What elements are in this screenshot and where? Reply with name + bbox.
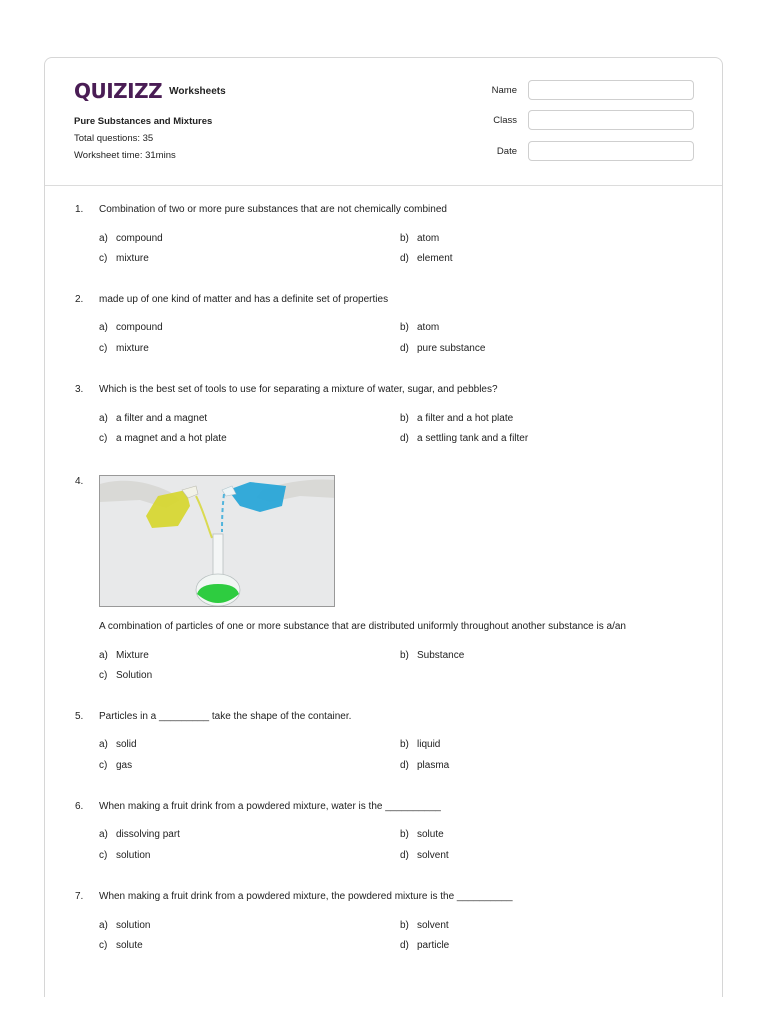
option-d[interactable] xyxy=(400,253,453,264)
option-text: compound xyxy=(116,322,163,333)
option-a[interactable] xyxy=(99,233,163,244)
option-letter: d) xyxy=(400,433,409,444)
question-number: 3. xyxy=(75,384,84,395)
question-text: When making a fruit drink from a powdered mixture, the powdered mixture is the __________ xyxy=(99,891,513,902)
question-text: Particles in a _________ take the shape of the container. xyxy=(99,711,352,722)
flasks-illustration xyxy=(100,476,335,607)
option-letter: b) xyxy=(400,920,409,931)
option-text: Mixture xyxy=(116,650,149,661)
option-d[interactable] xyxy=(400,760,449,771)
option-a[interactable] xyxy=(99,739,137,750)
question-number: 7. xyxy=(75,891,84,902)
option-c[interactable] xyxy=(99,433,227,444)
question-number: 6. xyxy=(75,801,84,812)
option-b[interactable] xyxy=(400,739,440,750)
option-text: a settling tank and a filter xyxy=(417,433,529,444)
question-text: Combination of two or more pure substances that are not chemically combined xyxy=(99,204,447,215)
option-letter: b) xyxy=(400,829,409,840)
class-label: Class xyxy=(493,115,517,126)
option-a[interactable] xyxy=(99,413,207,424)
option-text: mixture xyxy=(116,343,149,354)
question-text: A combination of particles of one or more substance that are distributed uniformly throughout another substance is a/an xyxy=(99,621,626,632)
option-a[interactable] xyxy=(99,829,180,840)
total-questions: Total questions: 35 xyxy=(74,133,154,144)
option-letter: d) xyxy=(400,940,409,951)
brand-subtitle: Worksheets xyxy=(169,85,226,97)
option-letter: b) xyxy=(400,739,409,750)
question-number: 5. xyxy=(75,711,84,722)
option-text: plasma xyxy=(417,760,450,771)
option-d[interactable] xyxy=(400,433,528,444)
option-letter: d) xyxy=(400,343,409,354)
option-c[interactable] xyxy=(99,850,150,861)
option-letter: c) xyxy=(99,343,108,354)
option-letter: d) xyxy=(400,850,409,861)
option-b[interactable] xyxy=(400,650,464,661)
worksheet-sheet xyxy=(44,57,723,997)
option-text: solvent xyxy=(417,920,449,931)
worksheet-time: Worksheet time: 31mins xyxy=(74,150,176,161)
option-letter: d) xyxy=(400,253,409,264)
option-b[interactable] xyxy=(400,920,449,931)
option-text: dissolving part xyxy=(116,829,180,840)
option-a[interactable] xyxy=(99,322,163,333)
question-text: made up of one kind of matter and has a definite set of properties xyxy=(99,294,389,305)
question-number: 2. xyxy=(75,294,84,305)
option-letter: c) xyxy=(99,850,108,861)
option-text: compound xyxy=(116,233,163,244)
option-text: solute xyxy=(417,829,444,840)
option-b[interactable] xyxy=(400,233,439,244)
date-label: Date xyxy=(496,146,517,157)
option-letter: d) xyxy=(400,760,409,771)
option-text: a filter and a magnet xyxy=(116,413,208,424)
option-letter: c) xyxy=(99,940,108,951)
option-c[interactable] xyxy=(99,670,152,681)
question-number: 1. xyxy=(75,204,84,215)
class-field[interactable] xyxy=(528,110,694,130)
option-letter: a) xyxy=(99,413,108,424)
option-text: mixture xyxy=(116,253,149,264)
option-a[interactable] xyxy=(99,920,150,931)
question-number: 4. xyxy=(75,476,84,487)
option-letter: a) xyxy=(99,739,108,750)
option-c[interactable] xyxy=(99,253,149,264)
question-text: When making a fruit drink from a powdered mixture, water is the __________ xyxy=(99,801,441,812)
option-d[interactable] xyxy=(400,940,449,951)
option-text: gas xyxy=(116,760,133,771)
option-b[interactable] xyxy=(400,413,513,424)
worksheet-title: Pure Substances and Mixtures xyxy=(74,116,213,127)
option-text: solvent xyxy=(417,850,449,861)
option-text: Solution xyxy=(116,670,153,681)
option-text: particle xyxy=(417,940,450,951)
option-text: pure substance xyxy=(417,343,486,354)
option-letter: c) xyxy=(99,760,108,771)
option-text: element xyxy=(417,253,453,264)
option-text: solution xyxy=(116,850,151,861)
lab-flasks-image xyxy=(99,475,335,607)
option-text: solid xyxy=(116,739,137,750)
option-b[interactable] xyxy=(400,322,439,333)
option-b[interactable] xyxy=(400,829,444,840)
option-letter: a) xyxy=(99,322,108,333)
option-text: solution xyxy=(116,920,151,931)
worksheet-header xyxy=(45,58,722,186)
option-d[interactable] xyxy=(400,850,449,861)
option-letter: b) xyxy=(400,650,409,661)
option-text: atom xyxy=(417,233,440,244)
option-letter: a) xyxy=(99,829,108,840)
date-field[interactable] xyxy=(528,141,694,161)
option-c[interactable] xyxy=(99,343,149,354)
option-d[interactable] xyxy=(400,343,485,354)
option-letter: a) xyxy=(99,650,108,661)
name-label: Name xyxy=(491,85,517,96)
brand-name: QUIZIZZ xyxy=(74,79,163,103)
option-letter: c) xyxy=(99,433,108,444)
option-text: liquid xyxy=(417,739,441,750)
option-c[interactable] xyxy=(99,940,143,951)
name-field[interactable] xyxy=(528,80,694,100)
option-text: a magnet and a hot plate xyxy=(116,433,227,444)
option-text: Substance xyxy=(417,650,465,661)
brand-logo xyxy=(74,79,226,103)
option-a[interactable] xyxy=(99,650,149,661)
option-letter: a) xyxy=(99,233,108,244)
option-letter: c) xyxy=(99,670,108,681)
option-letter: c) xyxy=(99,253,108,264)
option-c[interactable] xyxy=(99,760,132,771)
option-text: solute xyxy=(116,940,143,951)
option-text: a filter and a hot plate xyxy=(417,413,514,424)
option-text: atom xyxy=(417,322,440,333)
option-letter: b) xyxy=(400,413,409,424)
question-text: Which is the best set of tools to use for separating a mixture of water, sugar, and pebbles? xyxy=(99,384,498,395)
option-letter: a) xyxy=(99,920,108,931)
option-letter: b) xyxy=(400,322,409,333)
option-letter: b) xyxy=(400,233,409,244)
